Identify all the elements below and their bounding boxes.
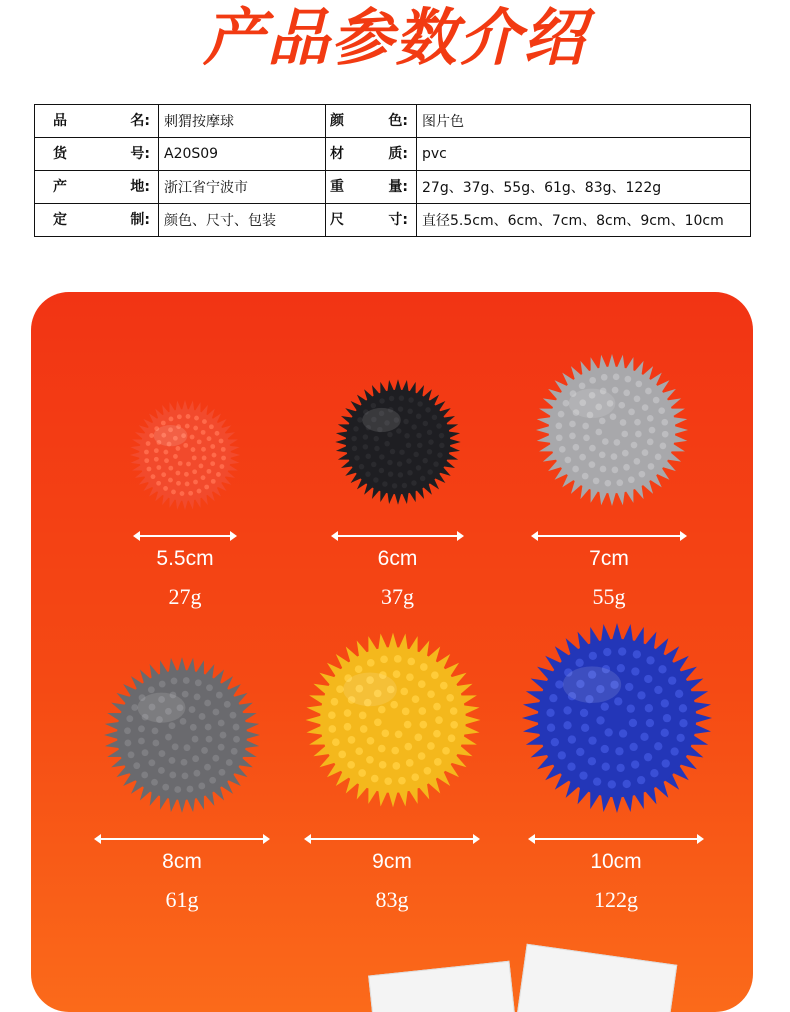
param-label-char: 定: [53, 212, 67, 228]
param-value: pvc: [417, 138, 751, 171]
massage-ball-10cm: [517, 618, 717, 818]
parameter-row: [35, 204, 751, 237]
ball-weight-label: 122g: [594, 887, 638, 912]
param-label: [326, 105, 417, 138]
ball-size-label: 5.5cm: [156, 547, 214, 570]
massage-ball-8cm: [100, 653, 264, 817]
param-label-char: 名:: [130, 113, 150, 129]
ball-spec: [133, 535, 237, 609]
ball-weight-label: 55g: [592, 584, 626, 609]
massage-ball-9cm: [301, 628, 485, 812]
param-label: [326, 138, 417, 171]
page-title: 产品参数介绍: [202, 1, 587, 74]
dimension-arrow: [534, 838, 698, 840]
parameter-table: [34, 104, 751, 237]
param-label: [326, 204, 417, 237]
massage-ball-5.5cm: [127, 397, 243, 513]
param-label-char: 寸:: [388, 212, 408, 228]
dimension-arrow: [100, 838, 264, 840]
param-label-char: 颜: [330, 113, 344, 129]
param-value: 刺猬按摩球: [159, 105, 326, 138]
ball-weight-label: 37g: [381, 584, 414, 609]
param-value: 图片色: [417, 105, 751, 138]
ball-size-label: 8cm: [162, 850, 202, 873]
ball-weight-label: 83g: [375, 887, 409, 912]
param-label-char: 尺: [330, 212, 344, 228]
param-label-char: 产: [53, 179, 67, 195]
param-value: 直径5.5cm、6cm、7cm、8cm、9cm、10cm: [417, 204, 751, 237]
ball-spec: [304, 838, 480, 912]
param-value: 27g、37g、55g、61g、83g、122g: [417, 171, 751, 204]
param-label-char: 品: [53, 113, 67, 129]
packaging-box-right: [517, 944, 678, 1012]
param-label-char: 质:: [388, 146, 408, 162]
massage-ball-6cm: [332, 376, 464, 508]
param-label: [35, 171, 159, 204]
massage-ball-7cm: [532, 350, 692, 510]
parameter-row: [35, 171, 751, 204]
param-label-char: 色:: [388, 113, 408, 129]
param-label: [35, 138, 159, 171]
ball-weight-label: 27g: [168, 584, 202, 609]
ball-size-label: 10cm: [590, 850, 642, 873]
param-label-char: 货: [53, 146, 67, 162]
packaging-box-left: [368, 961, 516, 1012]
param-label: [35, 204, 159, 237]
dimension-arrow: [139, 535, 231, 537]
param-label-char: 材: [330, 146, 344, 162]
parameter-row: [35, 138, 751, 171]
dimension-arrow: [310, 838, 474, 840]
param-label-char: 号:: [130, 146, 150, 162]
parameter-row: [35, 105, 751, 138]
param-value: A20S09: [159, 138, 326, 171]
param-value: 浙江省宁波市: [159, 171, 326, 204]
param-value: 颜色、尺寸、包装: [159, 204, 326, 237]
dimension-arrow: [537, 535, 681, 537]
dimension-arrow: [337, 535, 458, 537]
param-label-char: 量:: [388, 179, 408, 195]
ball-size-label: 9cm: [372, 850, 412, 873]
ball-size-label: 6cm: [377, 547, 418, 570]
ball-spec: [528, 838, 704, 912]
ball-spec: [531, 535, 687, 609]
ball-size-label: 7cm: [589, 547, 629, 570]
ball-spec: [94, 838, 270, 912]
param-label-char: 制:: [130, 212, 150, 228]
ball-weight-label: 61g: [165, 887, 199, 912]
param-label-char: 地:: [130, 179, 150, 195]
param-label-char: 重: [330, 179, 344, 195]
param-label: [326, 171, 417, 204]
param-label: [35, 105, 159, 138]
ball-spec: [331, 535, 464, 609]
